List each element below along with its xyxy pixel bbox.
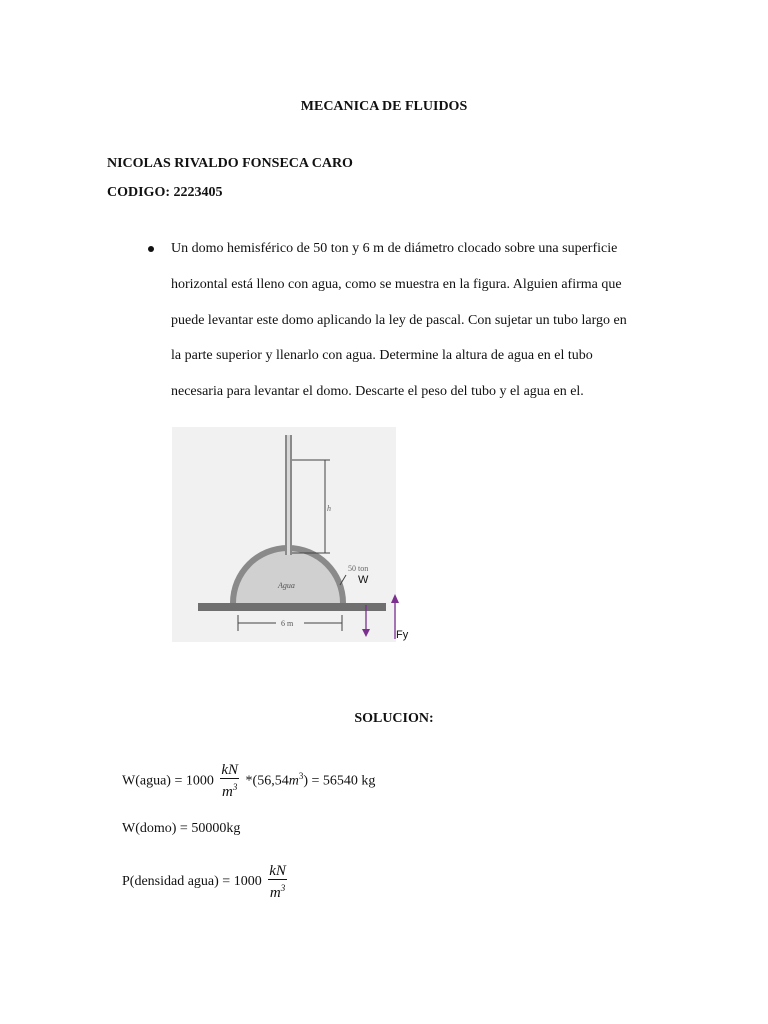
problem-line: necesaria para levantar el domo. Descarte el peso del tubo y el agua en el. <box>171 384 584 399</box>
eq1-suffix: ) = 56540 kg <box>303 773 376 789</box>
problem-line: la parte superior y llenarlo con agua. Determine la altura de agua en el tubo <box>171 348 593 363</box>
problem-line: Un domo hemisférico de 50 ton y 6 m de diámetro clocado sobre una superficie <box>171 241 618 256</box>
eq3-frac-den: $m^3$ <box>269 882 286 901</box>
student-code: CODIGO: 2223405 <box>107 185 223 200</box>
dome-figure <box>170 425 430 655</box>
author-name: NICOLAS RIVALDO FONSECA CARO <box>107 156 353 171</box>
eq1-prefix: W(agua) = 1000 <box>122 773 214 789</box>
h-label: h <box>327 504 331 513</box>
eq1-frac-den: $m^3$ <box>222 782 238 801</box>
tube-water <box>287 435 290 555</box>
mass-label: 50 ton <box>348 564 369 573</box>
w-label: W <box>358 574 369 586</box>
fy-label: Fy <box>396 629 409 641</box>
bullet-icon <box>148 246 154 252</box>
eq1-frac-num: kN <box>221 762 239 779</box>
eq1-fraction <box>220 762 239 800</box>
solution-heading: SOLUCION: <box>354 711 434 726</box>
equation-water-weight <box>122 756 375 802</box>
equation-water-density <box>122 862 290 902</box>
equation-dome-weight: W(domo) = 50000kg <box>122 821 241 836</box>
problem-line: puede levantar este domo aplicando la ley de pascal. Con sujetar un tubo largo en <box>171 313 627 328</box>
eq3-fraction <box>268 863 287 901</box>
document-title: MECANICA DE FLUIDOS <box>300 99 468 114</box>
ground-surface <box>198 603 386 611</box>
diameter-label: 6 m <box>281 619 294 628</box>
eq1-mid-var: m <box>288 773 299 789</box>
water-label: Agua <box>278 581 295 590</box>
eq1-mid: *(56,54 <box>245 773 289 789</box>
eq3-frac-num: kN <box>269 862 286 879</box>
eq3-prefix: P(densidad agua) = 1000 <box>122 874 262 889</box>
problem-line: horizontal está lleno con agua, como se muestra en la figura. Alguien afirma que <box>171 277 622 292</box>
eq1-mid-exp: 3 <box>298 771 304 781</box>
